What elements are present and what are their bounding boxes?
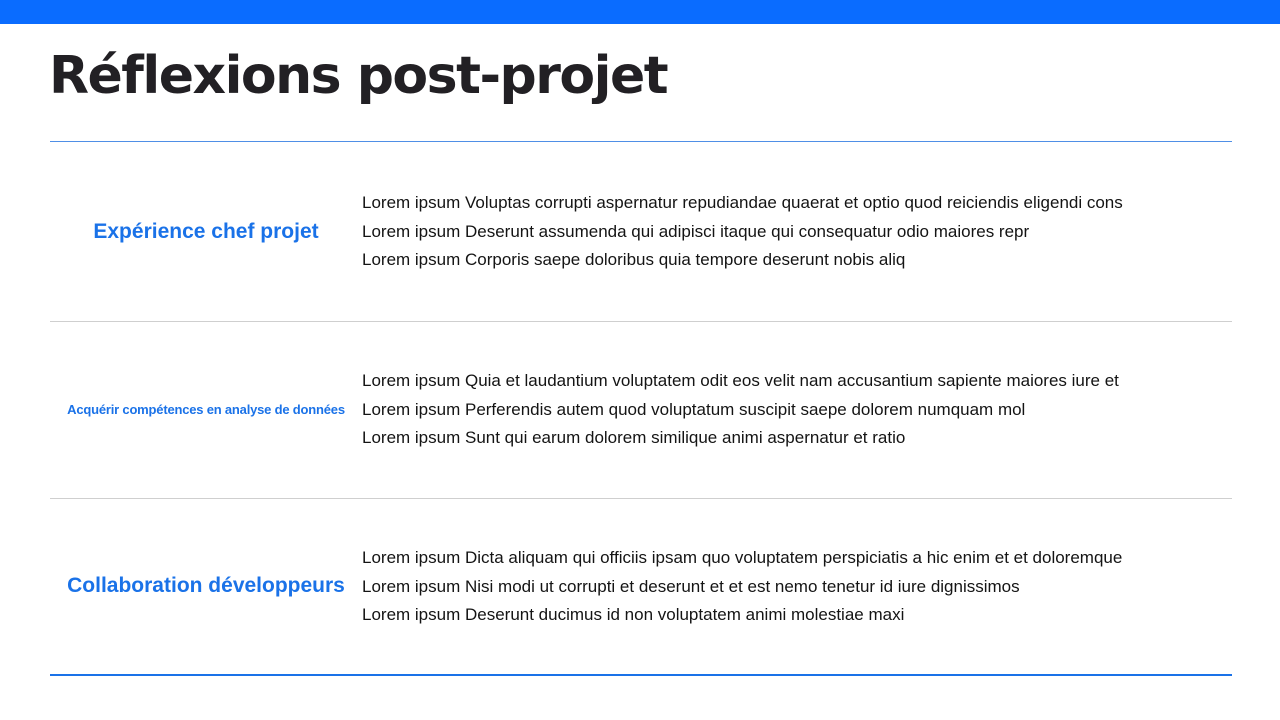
text-line: Lorem ipsum Perferendis autem quod voluptatum suscipit saepe dolorem numquam mol <box>362 399 1026 419</box>
row-text-collaboration <box>362 544 1242 630</box>
row-label-analyse-donnees: Acquérir compétences en analyse de données <box>67 402 345 417</box>
row-label-collaboration: Collaboration développeurs <box>67 574 345 597</box>
bottom-divider <box>50 674 1232 676</box>
text-line: Lorem ipsum Sunt qui earum dolorem similique animi aspernatur et ratio <box>362 428 906 447</box>
row-divider <box>50 498 1232 499</box>
text-line: Lorem ipsum Dicta aliquam qui officiis ipsam quo voluptatem perspiciatis a hic enim et et doloremque <box>362 548 1123 567</box>
top-accent-bar <box>0 0 1280 24</box>
text-line: Lorem ipsum Deserunt ducimus id non voluptatem animi molestiae maxi <box>362 605 905 624</box>
page-title: Réflexions post-projet <box>49 46 668 106</box>
row-text-analyse-donnees <box>362 367 1242 453</box>
row-text-chef-projet <box>362 189 1242 275</box>
row-label-chef-projet: Expérience chef projet <box>93 220 319 243</box>
row-divider <box>50 321 1232 322</box>
text-line: Lorem ipsum Nisi modi ut corrupti et deserunt et et est nemo tenetur id iure dignissimos <box>362 576 1020 596</box>
text-line: Lorem ipsum Corporis saepe doloribus quia tempore deserunt nobis aliq <box>362 250 906 269</box>
text-line: Lorem ipsum Quia et laudantium voluptatem odit eos velit nam accusantium sapiente maiores iure et <box>362 371 1119 390</box>
text-line: Lorem ipsum Deserunt assumenda qui adipisci itaque qui consequatur odio maiores repr <box>362 221 1030 241</box>
title-divider <box>50 141 1232 142</box>
text-line: Lorem ipsum Voluptas corrupti aspernatur repudiandae quaerat et optio quod reiciendis eligendi cons <box>362 193 1123 212</box>
